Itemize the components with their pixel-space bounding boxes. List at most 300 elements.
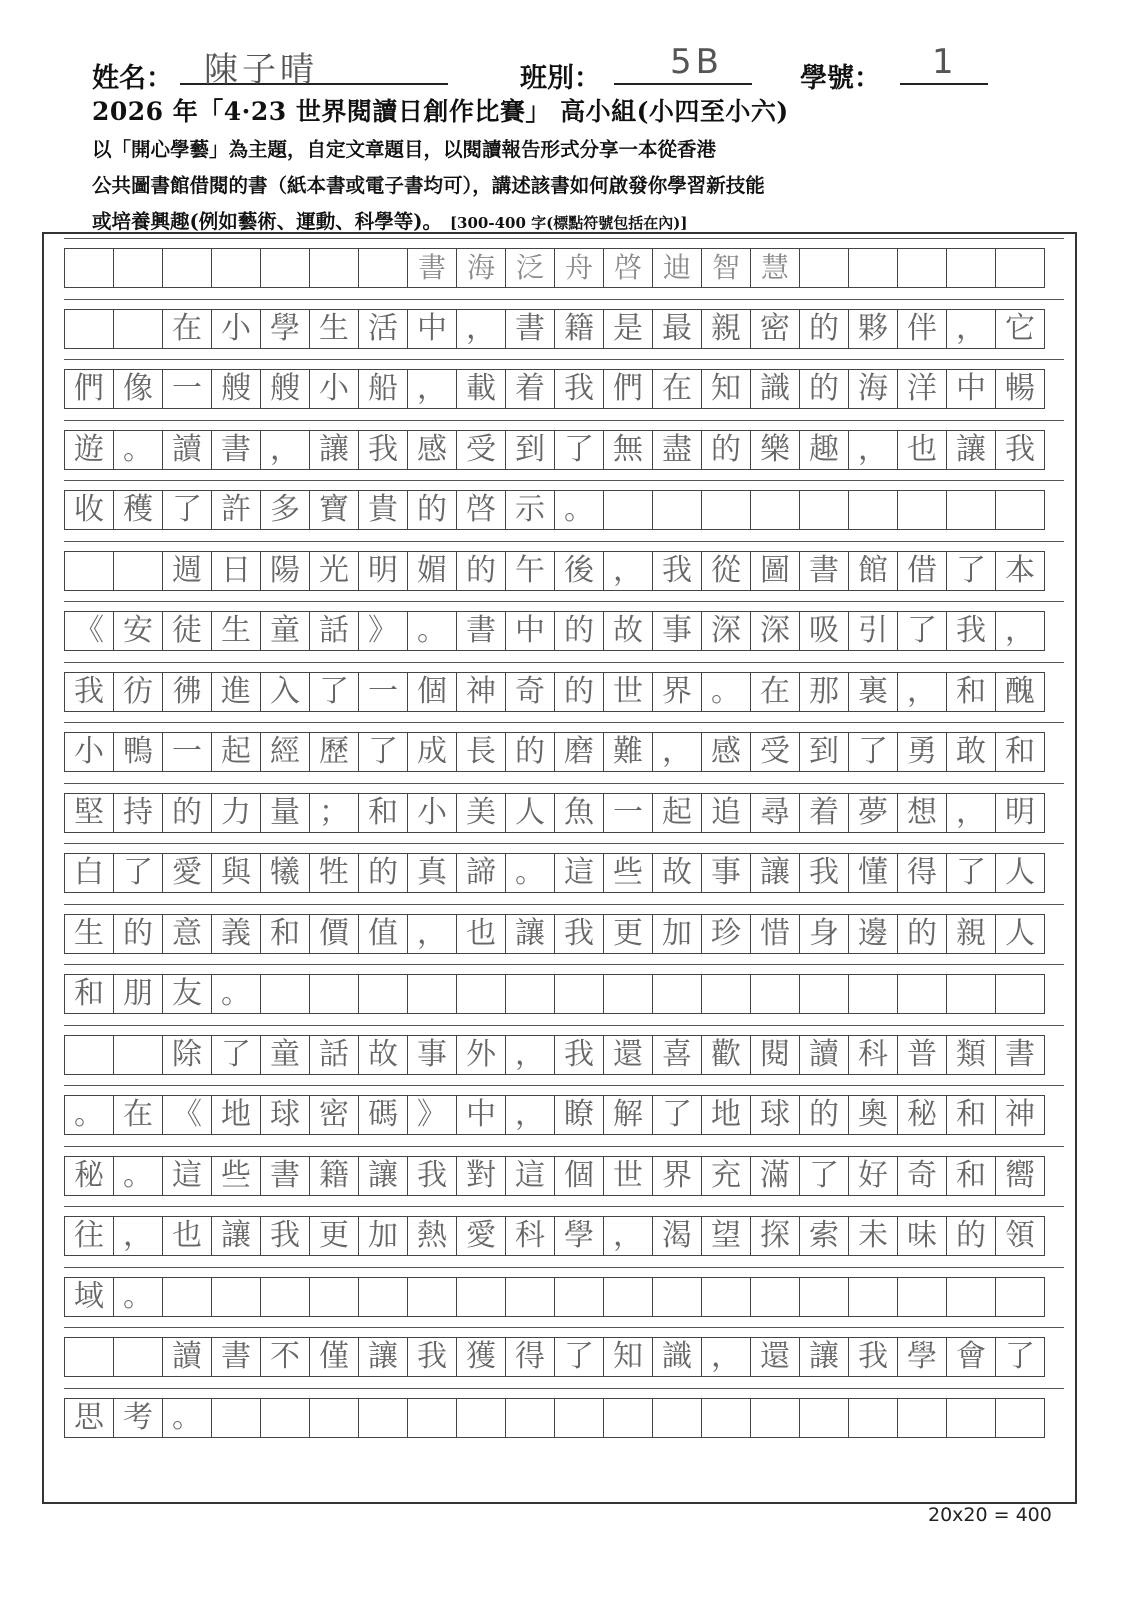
grid-cell: 多 xyxy=(260,490,310,530)
grid-cell xyxy=(505,1398,555,1438)
essay-grid-row xyxy=(64,1337,1064,1377)
grid-cell xyxy=(750,490,800,530)
grid-cell: 了 xyxy=(554,1337,604,1377)
grid-cell: 未 xyxy=(848,1216,898,1256)
grid-cell: 和 xyxy=(995,732,1045,772)
grid-cell xyxy=(211,1277,261,1317)
grid-cell xyxy=(946,1277,996,1317)
grid-cell: 識 xyxy=(652,1337,702,1377)
grid-cell: 盡 xyxy=(652,430,702,470)
row-separator xyxy=(64,1025,1064,1026)
row-separator xyxy=(64,662,1064,663)
grid-cell: 些 xyxy=(211,1156,261,1196)
grid-cell: 加 xyxy=(358,1216,408,1256)
grid-cell: 着 xyxy=(505,369,555,409)
grid-cell: 事 xyxy=(652,611,702,651)
grid-cell: 魚 xyxy=(554,793,604,833)
grid-cell: 在 xyxy=(113,1095,163,1135)
grid-cell: 遊 xyxy=(64,430,114,470)
grid-cell: 裏 xyxy=(848,672,898,712)
grid-cell: 。 xyxy=(554,490,604,530)
grid-cell: 事 xyxy=(407,1035,457,1075)
grid-cell: ， xyxy=(701,1337,751,1377)
grid-cell xyxy=(995,1398,1045,1438)
essay-grid-row xyxy=(64,672,1064,712)
essay-grid-row xyxy=(64,914,1064,954)
grid-cell: 得 xyxy=(897,853,947,893)
grid-cell: 最 xyxy=(652,309,702,349)
title-grid-cell xyxy=(358,248,408,288)
grid-cell xyxy=(407,1277,457,1317)
grid-cell: 樂 xyxy=(750,430,800,470)
grid-cell: 深 xyxy=(701,611,751,651)
grid-cell: 愛 xyxy=(162,853,212,893)
grid-cell xyxy=(603,490,653,530)
row-separator xyxy=(64,1206,1064,1207)
grid-cell: 這 xyxy=(162,1156,212,1196)
grid-cell: 夥 xyxy=(848,309,898,349)
instruction-line-1: 以「開心學藝」為主題，自定文章題目，以閱讀報告形式分享一本從香港 xyxy=(92,138,717,161)
grid-cell: 示 xyxy=(505,490,555,530)
grid-cell: 的 xyxy=(799,309,849,349)
grid-cell: 。 xyxy=(113,430,163,470)
grid-cell: 。 xyxy=(113,1277,163,1317)
grid-cell: 也 xyxy=(162,1216,212,1256)
grid-cell: 奇 xyxy=(897,1156,947,1196)
grid-cell: ； xyxy=(309,793,359,833)
grid-cell xyxy=(897,974,947,1014)
grid-cell: 往 xyxy=(64,1216,114,1256)
grid-cell xyxy=(113,309,163,349)
grid-cell: 神 xyxy=(456,672,506,712)
manuscript-grid-sheet xyxy=(42,232,1077,1504)
grid-cell: 着 xyxy=(799,793,849,833)
grid-cell: 更 xyxy=(603,914,653,954)
grid-cell: 船 xyxy=(358,369,408,409)
grid-cell: 奧 xyxy=(848,1095,898,1135)
title-grid-cell xyxy=(946,248,996,288)
grid-cell: 故 xyxy=(652,853,702,893)
grid-cell: 像 xyxy=(113,369,163,409)
grid-cell xyxy=(799,1277,849,1317)
grid-cell: 我 xyxy=(407,1156,457,1196)
grid-cell: 讓 xyxy=(799,1337,849,1377)
grid-cell: 嚮 xyxy=(995,1156,1045,1196)
grid-cell: 奇 xyxy=(505,672,555,712)
title-grid-cell: 舟 xyxy=(554,248,604,288)
grid-cell: 。 xyxy=(211,974,261,1014)
grid-cell: 徒 xyxy=(162,611,212,651)
instruction-line-3-text: 或培養興趣(例如藝術、運動、科學等)。 xyxy=(92,210,442,233)
grid-cell: 思 xyxy=(64,1398,114,1438)
grid-cell: 神 xyxy=(995,1095,1045,1135)
grid-cell: 味 xyxy=(897,1216,947,1256)
grid-cell: 活 xyxy=(358,309,408,349)
grid-cell: 了 xyxy=(162,490,212,530)
grid-cell: 喜 xyxy=(652,1035,702,1075)
title-grid-cell xyxy=(309,248,359,288)
grid-cell xyxy=(652,974,702,1014)
grid-cell: 書 xyxy=(456,611,506,651)
grid-cell: 歷 xyxy=(309,732,359,772)
row-separator xyxy=(64,1085,1064,1086)
grid-cell: 到 xyxy=(799,732,849,772)
grid-cell: 得 xyxy=(505,1337,555,1377)
grid-cell xyxy=(897,1398,947,1438)
grid-cell: 中 xyxy=(407,309,457,349)
grid-size-note: 20x20 = 400 xyxy=(928,1504,1052,1526)
grid-cell: ， xyxy=(456,309,506,349)
grid-cell: 渴 xyxy=(652,1216,702,1256)
grid-cell xyxy=(995,974,1045,1014)
grid-cell: 邊 xyxy=(848,914,898,954)
grid-cell: 經 xyxy=(260,732,310,772)
grid-cell: 地 xyxy=(701,1095,751,1135)
grid-cell xyxy=(652,490,702,530)
grid-cell: 本 xyxy=(995,551,1045,591)
grid-cell xyxy=(701,1398,751,1438)
grid-cell xyxy=(113,1035,163,1075)
grid-cell: 書 xyxy=(995,1035,1045,1075)
grid-cell: 彷 xyxy=(113,672,163,712)
grid-cell: 話 xyxy=(309,1035,359,1075)
grid-cell: 讓 xyxy=(358,1156,408,1196)
grid-cell: 僅 xyxy=(309,1337,359,1377)
grid-cell: 對 xyxy=(456,1156,506,1196)
grid-cell: 圖 xyxy=(750,551,800,591)
grid-cell: 難 xyxy=(603,732,653,772)
title-grid-cell xyxy=(162,248,212,288)
grid-cell: 界 xyxy=(652,1156,702,1196)
title-grid-cell xyxy=(64,248,114,288)
grid-cell: 日 xyxy=(211,551,261,591)
grid-cell: 更 xyxy=(309,1216,359,1256)
instruction-line-2: 公共圖書館借閱的書（紙本書或電子書均可），講述該書如何啟發你學習新技能 xyxy=(92,174,765,197)
row-separator xyxy=(64,480,1064,481)
grid-cell xyxy=(603,974,653,1014)
grid-cell xyxy=(309,1277,359,1317)
grid-cell: 中 xyxy=(456,1095,506,1135)
grid-cell: 球 xyxy=(750,1095,800,1135)
grid-cell: 好 xyxy=(848,1156,898,1196)
grid-cell: 人 xyxy=(505,793,555,833)
essay-grid-row xyxy=(64,853,1064,893)
grid-cell: 借 xyxy=(897,551,947,591)
grid-cell: 追 xyxy=(701,793,751,833)
grid-cell xyxy=(456,974,506,1014)
grid-cell: 它 xyxy=(995,309,1045,349)
grid-cell: ， xyxy=(995,611,1045,651)
grid-cell xyxy=(848,490,898,530)
grid-cell: 們 xyxy=(603,369,653,409)
grid-cell: 了 xyxy=(358,732,408,772)
grid-cell: 的 xyxy=(554,611,604,651)
essay-grid-row xyxy=(64,1035,1064,1075)
essay-grid-row xyxy=(64,1095,1064,1135)
grid-cell: 讓 xyxy=(750,853,800,893)
grid-cell: 的 xyxy=(799,1095,849,1135)
name-label: 姓名： xyxy=(92,63,173,94)
grid-cell xyxy=(554,974,604,1014)
grid-cell: 一 xyxy=(162,369,212,409)
title-grid-cell xyxy=(113,248,163,288)
grid-cell: 量 xyxy=(260,793,310,833)
grid-cell xyxy=(358,1277,408,1317)
grid-cell xyxy=(358,1398,408,1438)
grid-cell: 科 xyxy=(848,1035,898,1075)
grid-cell: 這 xyxy=(505,1156,555,1196)
row-separator xyxy=(64,420,1064,421)
grid-cell: 媚 xyxy=(407,551,457,591)
row-separator xyxy=(64,238,1064,239)
grid-cell: 瞭 xyxy=(554,1095,604,1135)
grid-cell: 無 xyxy=(603,430,653,470)
grid-cell: 身 xyxy=(799,914,849,954)
grid-cell: 秘 xyxy=(897,1095,947,1135)
grid-cell: 一 xyxy=(162,732,212,772)
essay-grid-row xyxy=(64,309,1064,349)
grid-cell xyxy=(260,1398,310,1438)
grid-cell: 進 xyxy=(211,672,261,712)
essay-grid-row xyxy=(64,732,1064,772)
grid-cell: 密 xyxy=(750,309,800,349)
grid-cell: 了 xyxy=(946,551,996,591)
grid-cell: 熱 xyxy=(407,1216,457,1256)
grid-cell: ， xyxy=(946,793,996,833)
grid-cell: 。 xyxy=(407,611,457,651)
essay-grid-row xyxy=(64,490,1064,530)
essay-title-row xyxy=(64,248,1064,288)
grid-cell xyxy=(799,1398,849,1438)
grid-cell: 書 xyxy=(211,430,261,470)
grid-cell: 《 xyxy=(64,611,114,651)
grid-cell: 我 xyxy=(554,914,604,954)
grid-cell: 磨 xyxy=(554,732,604,772)
grid-cell: 加 xyxy=(652,914,702,954)
grid-cell: 讀 xyxy=(799,1035,849,1075)
grid-cell: 探 xyxy=(750,1216,800,1256)
grid-cell: 持 xyxy=(113,793,163,833)
grid-cell xyxy=(505,974,555,1014)
grid-cell: 滿 xyxy=(750,1156,800,1196)
grid-cell xyxy=(64,551,114,591)
grid-cell: 我 xyxy=(407,1337,457,1377)
grid-cell: 書 xyxy=(505,309,555,349)
grid-cell xyxy=(799,490,849,530)
grid-cell xyxy=(407,974,457,1014)
grid-cell: 感 xyxy=(407,430,457,470)
grid-cell: 小 xyxy=(64,732,114,772)
grid-cell: 世 xyxy=(603,672,653,712)
grid-cell: 白 xyxy=(64,853,114,893)
grid-cell: ， xyxy=(946,309,996,349)
grid-cell: 故 xyxy=(358,1035,408,1075)
grid-cell: 深 xyxy=(750,611,800,651)
grid-cell xyxy=(113,1337,163,1377)
grid-cell: 引 xyxy=(848,611,898,651)
grid-cell: 了 xyxy=(995,1337,1045,1377)
grid-cell: 中 xyxy=(505,611,555,651)
grid-cell: 是 xyxy=(603,309,653,349)
essay-grid-row xyxy=(64,793,1064,833)
grid-cell: 我 xyxy=(799,853,849,893)
grid-cell: 館 xyxy=(848,551,898,591)
grid-cell: 成 xyxy=(407,732,457,772)
grid-cell: 領 xyxy=(995,1216,1045,1256)
grid-cell: 從 xyxy=(701,551,751,591)
grid-cell xyxy=(456,1398,506,1438)
grid-cell: 的 xyxy=(113,914,163,954)
grid-cell xyxy=(456,1277,506,1317)
grid-cell: ， xyxy=(603,551,653,591)
student-no-value: 1 xyxy=(932,42,958,82)
grid-cell: 吸 xyxy=(799,611,849,651)
grid-cell: 事 xyxy=(701,853,751,893)
grid-cell: 我 xyxy=(652,551,702,591)
essay-grid-row xyxy=(64,1216,1064,1256)
grid-cell: 愛 xyxy=(456,1216,506,1256)
row-separator xyxy=(64,783,1064,784)
grid-cell: 還 xyxy=(750,1337,800,1377)
row-separator xyxy=(64,541,1064,542)
grid-cell: 讓 xyxy=(946,430,996,470)
row-separator xyxy=(64,904,1064,905)
grid-cell xyxy=(407,1398,457,1438)
grid-cell: 一 xyxy=(603,793,653,833)
grid-cell: 感 xyxy=(701,732,751,772)
title-grid-cell: 慧 xyxy=(750,248,800,288)
grid-cell: 充 xyxy=(701,1156,751,1196)
row-separator xyxy=(64,1146,1064,1147)
grid-cell: 我 xyxy=(64,672,114,712)
grid-cell: 書 xyxy=(799,551,849,591)
grid-cell: 故 xyxy=(603,611,653,651)
grid-cell xyxy=(848,1277,898,1317)
student-info-header xyxy=(92,42,1012,94)
grid-cell: 了 xyxy=(848,732,898,772)
grid-cell xyxy=(358,974,408,1014)
grid-cell xyxy=(64,1337,114,1377)
grid-cell: 我 xyxy=(554,1035,604,1075)
row-separator xyxy=(64,964,1064,965)
grid-cell xyxy=(603,1277,653,1317)
grid-cell: ， xyxy=(113,1216,163,1256)
grid-cell: 鴨 xyxy=(113,732,163,772)
grid-cell: 夢 xyxy=(848,793,898,833)
grid-cell: 力 xyxy=(211,793,261,833)
grid-cell: 親 xyxy=(701,309,751,349)
competition-title: 2026 年「4·23 世界閱讀日創作比賽」 高小組(小四至小六) xyxy=(92,97,789,126)
row-separator xyxy=(64,1267,1064,1268)
grid-cell: 伴 xyxy=(897,309,947,349)
grid-cell: ， xyxy=(505,1095,555,1135)
grid-cell: 碼 xyxy=(358,1095,408,1135)
grid-cell: 在 xyxy=(162,309,212,349)
grid-cell: 生 xyxy=(211,611,261,651)
grid-cell: 小 xyxy=(309,369,359,409)
grid-cell: 一 xyxy=(358,672,408,712)
grid-cell: 的 xyxy=(701,430,751,470)
grid-cell xyxy=(946,1398,996,1438)
grid-cell: 載 xyxy=(456,369,506,409)
grid-cell xyxy=(750,1277,800,1317)
grid-cell: 》 xyxy=(407,1095,457,1135)
grid-cell: 讓 xyxy=(211,1216,261,1256)
grid-cell: 歡 xyxy=(701,1035,751,1075)
grid-cell: 。 xyxy=(64,1095,114,1135)
grid-cell: 寶 xyxy=(309,490,359,530)
grid-cell: 。 xyxy=(505,853,555,893)
name-value: 陳子晴 xyxy=(204,50,318,90)
grid-cell: 普 xyxy=(897,1035,947,1075)
grid-cell: 親 xyxy=(946,914,996,954)
grid-cell: ， xyxy=(260,430,310,470)
title-grid-cell: 泛 xyxy=(505,248,555,288)
grid-cell: 那 xyxy=(799,672,849,712)
grid-cell: 我 xyxy=(358,430,408,470)
grid-cell: 的 xyxy=(799,369,849,409)
grid-cell: 懂 xyxy=(848,853,898,893)
grid-cell: 友 xyxy=(162,974,212,1014)
essay-grid-row xyxy=(64,369,1064,409)
grid-cell: ， xyxy=(407,369,457,409)
grid-cell: ， xyxy=(407,914,457,954)
grid-cell: 想 xyxy=(897,793,947,833)
grid-cell: 《 xyxy=(162,1095,212,1135)
grid-cell: 暢 xyxy=(995,369,1045,409)
grid-cell: 真 xyxy=(407,853,457,893)
grid-cell xyxy=(211,1398,261,1438)
grid-cell: 閱 xyxy=(750,1035,800,1075)
grid-cell: 也 xyxy=(897,430,947,470)
grid-cell xyxy=(260,1277,310,1317)
grid-cell: 會 xyxy=(946,1337,996,1377)
grid-cell: 了 xyxy=(946,853,996,893)
grid-cell: ， xyxy=(505,1035,555,1075)
grid-cell: 尋 xyxy=(750,793,800,833)
grid-cell: 週 xyxy=(162,551,212,591)
grid-cell: 學 xyxy=(260,309,310,349)
grid-cell: ， xyxy=(897,672,947,712)
grid-cell: 個 xyxy=(407,672,457,712)
grid-cell xyxy=(799,974,849,1014)
grid-cell: 考 xyxy=(113,1398,163,1438)
grid-cell xyxy=(554,1277,604,1317)
grid-cell: 光 xyxy=(309,551,359,591)
class-label: 班別： xyxy=(520,63,601,94)
grid-cell: 密 xyxy=(309,1095,359,1135)
title-grid-cell xyxy=(799,248,849,288)
grid-cell xyxy=(750,1398,800,1438)
grid-cell: 的 xyxy=(554,672,604,712)
grid-cell: 人 xyxy=(995,853,1045,893)
grid-cell: 犧 xyxy=(260,853,310,893)
grid-cell: 的 xyxy=(505,732,555,772)
grid-cell: 。 xyxy=(701,672,751,712)
grid-cell: 書 xyxy=(211,1337,261,1377)
grid-cell: 和 xyxy=(946,1095,996,1135)
grid-cell: 學 xyxy=(554,1216,604,1256)
grid-cell: 域 xyxy=(64,1277,114,1317)
grid-cell: 小 xyxy=(211,309,261,349)
grid-cell: 人 xyxy=(995,914,1045,954)
grid-cell: 堅 xyxy=(64,793,114,833)
class-value: 5B xyxy=(670,42,723,82)
title-grid-cell xyxy=(897,248,947,288)
grid-cell: ， xyxy=(603,1216,653,1256)
grid-cell: 安 xyxy=(113,611,163,651)
grid-cell: 讓 xyxy=(358,1337,408,1377)
